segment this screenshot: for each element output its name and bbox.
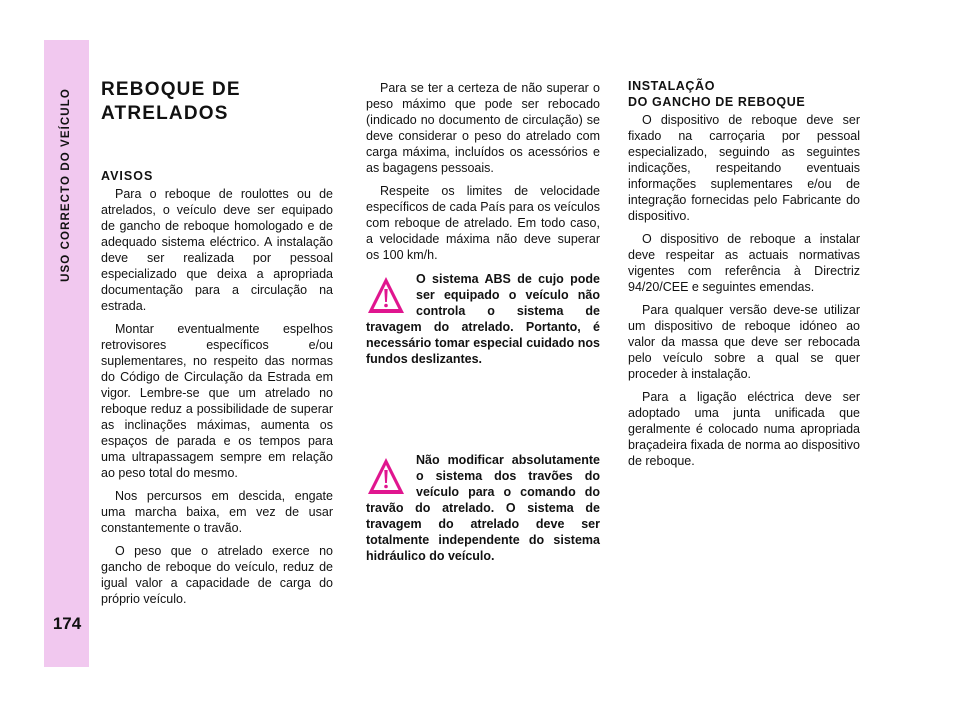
section-title-line1: INSTALAÇÃO: [628, 79, 716, 93]
warning-triangle-icon: [366, 454, 406, 498]
chapter-title-text: USO CORRECTO DO VEÍCULO: [60, 88, 72, 282]
section-title-instalacao: [628, 78, 860, 110]
page-number: 174: [52, 614, 82, 633]
paragraph: O dispositivo de reboque deve ser fixado na carroçaria por pessoal especializado, seguindo as seguintes indicações, respeitando eventuais informações suplementares e/ou de integração fornecidas pelo Fabricante do dispositivo.: [628, 113, 860, 223]
section-title: [101, 78, 333, 126]
warning-text: O sistema ABS de cujo pode ser equipado o veículo não controla o sistema de travagem do atrelado. Portanto, é necessário tomar especial cuidado nos fundos deslizantes.: [366, 272, 600, 366]
section-title-line2: DO GANCHO DE REBOQUE: [628, 95, 806, 109]
paragraph: O peso que o atrelado exerce no gancho de reboque do veículo, reduz de igual valor a capacidade de carga do próprio veículo.: [101, 544, 333, 606]
warning-box-brakes: [366, 452, 600, 564]
section-title-line1: REBOQUE DE: [101, 79, 241, 100]
subsection-title-avisos: AVISOS: [101, 169, 154, 183]
paragraph: Para a ligação eléctrica deve ser adoptado uma junta unificada que geralmente é colocado numa apropriada braçadeira fixada de norma ao dispositivo de reboque.: [628, 390, 860, 468]
column-1: [101, 78, 333, 614]
paragraph: Montar eventualmente espelhos retrovisores específicos e/ou suplementares, no respeito das normas do Código de Circulação da Estrada em vigor. Lembre-se que um atrelado no reboque reduz a possibilidade de superar as inclinações máximas, aumenta os espaços de parada e os tempos para uma ultrapassagem sempre em relação ao peso total do mesmo.: [101, 322, 333, 480]
warning-triangle-icon: [366, 273, 406, 317]
warning-box-abs: [366, 271, 600, 367]
section-title-line2: ATRELADOS: [101, 103, 229, 124]
paragraph: Para qualquer versão deve-se utilizar um dispositivo de reboque idóneo ao valor da massa que deve ser rebocada pelo veículo sobre a qual se quer proceder à instalação.: [628, 303, 860, 381]
paragraph: Para o reboque de roulottes ou de atrelados, o veículo deve ser equipado de gancho de reboque homologado e de adequado sistema eléctrico. A instalação deve ser realizada por pessoal especializado que deixa a apropriada documentação para a circulação na estrada.: [101, 187, 333, 313]
warning-text: Não modificar absolutamente o sistema dos travões do veículo para o comando do travão do atrelado. O sistema de travagem do atrelado deve ser totalmente independente do sistema hidráulico do veículo.: [366, 453, 600, 563]
paragraph: Respeite os limites de velocidade específicos de cada País para os veículos com reboque de atrelado. Em todo caso, a velocidade máxima não deve superar os 100 km/h.: [366, 184, 600, 262]
paragraph: Nos percursos em descida, engate uma marcha baixa, em vez de usar constantemente o travão.: [101, 489, 333, 535]
chapter-title-vertical: [56, 70, 76, 300]
paragraph: Para se ter a certeza de não superar o peso máximo que pode ser rebocado (indicado no documento de circulação) se deve considerar o peso do atrelado com carga máxima, incluídos os acessórios e as bagagens pessoais.: [366, 81, 600, 175]
column-3: [628, 78, 860, 476]
column-2: [366, 80, 600, 270]
paragraph: O dispositivo de reboque a instalar deve respeitar as actuais normativas vigentes com referência à Directriz 94/20/CEE e seguintes emendas.: [628, 232, 860, 294]
